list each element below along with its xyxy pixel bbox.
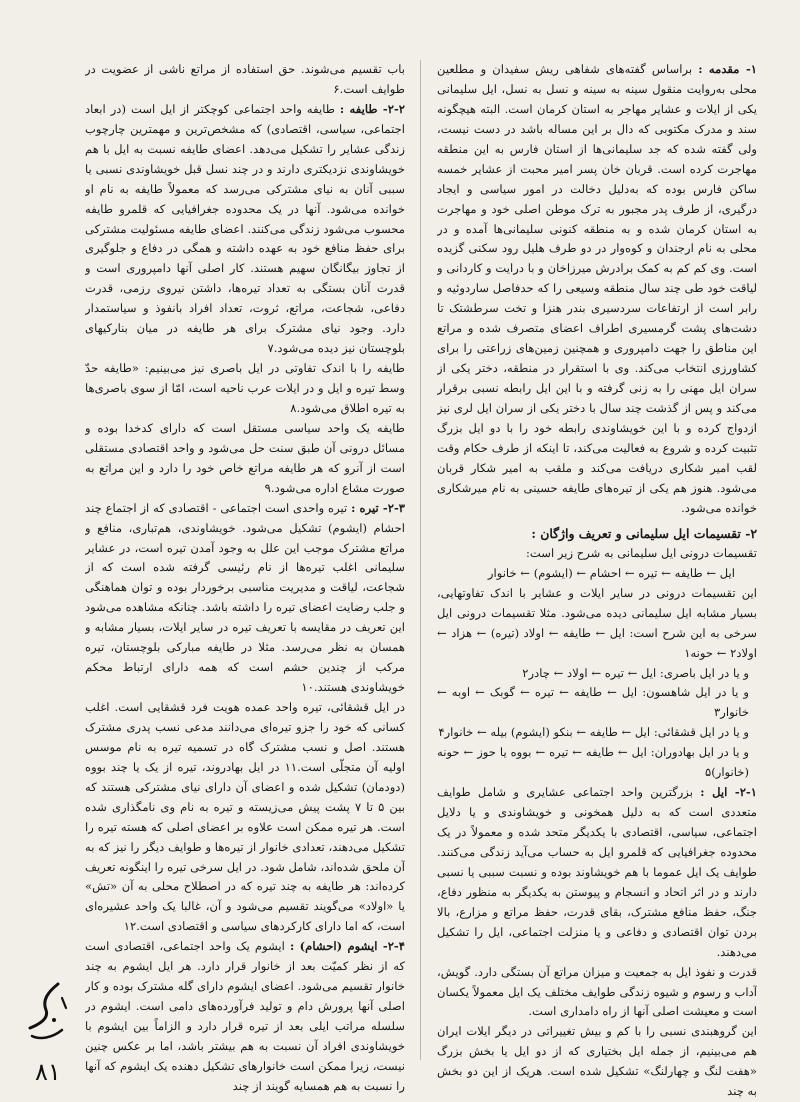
page-number: ۸۱: [35, 1058, 61, 1086]
example-qashqai: و یا در ایل قشقائی: ایل ← طایفه ← بنکو (ایشوم) بیله ← خانوار۴: [438, 725, 749, 740]
section-2-4-heading: ۲-۴- ایشوم (احشام) :: [289, 939, 405, 954]
intro-text: براساس گفته‌های شفاهی ریش سفیدان و مطلعین محلی به‌روایت منقول سینه به سینه و نسل به نسل، ایل سلیمانی یکی از ایلات و عشایر مهاجر به استان کرمان است. البته هیچگونه سند و مدرک مکتوبی که دال بر این مساله باشد در دست نیست، ولی گفته شده که جد سلیمانی‌ها از استان فارس به این منطقه مهاجرت کرده است. قربان خان پسر امیر محبت از عشایر خمسه ساکن فارس بوده که به‌دلیل دخالت در امور سیاسی و ایجاد درگیری، از طرف پدر مجبور به ترک موطن اصلی خود و مهاجرت به استان کرمان شده و به منطقه کنونی سلیمانی‌ها آمده و در محلی به نام ارجندان و کوه‌وار در دو طرف هلیل رود سکنی گزیده است. وی کم کم به کمک برادرش میرزاخان و با درایت و کاردانی و لیاقت خود طی چند سال منطقه وسیعی را که حدفاصل ساردوئیه و رابر است از ارتفاعات سردسیری بندر هنزا و تخت سرطشتک تا دشت‌های پشت گرمسیری اطراف اعضای متصرف شده و مراتع این مناطق را جهت دامپروری و همچنین زمین‌های زراعتی را برای کشاورزی انتخاب می‌کند. وی با استقرار در منطقه، دختر یکی از سران ایل مهنی را به زنی گرفته و با این ایل رابطه نسبی برقرار می‌کند و پس از گذشت چند سال با دختر یکی از سران ایل لری نیز ازدواج کرده و با این خویشاوندی رابطه خود را با دو ایل بزرگ تثبیت کرده و شروع به فعالیت می‌کند، تا اینکه از طرف حکام وقت لقب امیر شکاری دریافت می‌کند و ملقب به امیر شکار قربان می‌شود. هنوز هم یکی از تیره‌های طایفه حسینی به نام میرشکاری خوانده می‌شود.: [437, 62, 757, 515]
magazine-logo: [18, 978, 72, 1044]
section-2-1-paragraph: [437, 783, 757, 962]
right-column: [437, 60, 757, 1102]
example-shahsevan: و یا در ایل شاهسون: ایل ← طایفه ← تیره ← گوبک ← اوبه ← خانوار۳: [437, 685, 749, 720]
section-2-4-paragraph: [85, 937, 405, 1097]
section-2-2-heading: ۲-۲- طایفه :: [339, 101, 405, 116]
section-2-3-text-2: در ایل قشقائی، تیره واحد عمده هویت فرد قشقایی است. اغلب کسانی که خود را جزو تیره‌ای می‌دانند مدعی نسب پدری مشترک هستند. اصل و نسب مشترک گاه در تسمیه تیره به نام موسس اولیه آن متجلّی است.۱۱ در ایل بهادروند، تیره از یک یا چند بووه (دودمان) تشکیل شده و اعضای آن دارای نیای مشترکی هستند که بین ۵ تا ۷ پشت پیش می‌زیسته و تیره به نام وی نامگذاری شده است. هر تیره ممکن است علاوه بر اعضای اصلی که هسته تیره را تشکیل می‌دهند، تعدادی خانوار از تیره‌ها و طوایف دیگر را نیز که به آن ملحق شده‌اند، شامل شود. در ایل سرخی تیره را اینگونه تعریف کرده‌اند: هر طایفه به چند تیره که در اصطلاح محلی به آن «تش» یا «اولاد» می‌گویند تقسیم می‌شود و آن، غالبا یک واحد عشیره‌ای است، که اما دارای کارکردهای سیاسی و اقتصادی است.۱۲: [85, 700, 405, 934]
section-2-1-text-3: این گروهبندی نسبی را با کم و بیش تغییراتی در دیگر ایلات ایران هم می‌بینیم، از جمله ایل بختیاری که از دو ایل یا بخش بزرگ «هفت لنگ و چهارلنگ» تشکیل شده است. هریک از این دو بخش به چند: [437, 1024, 757, 1099]
column-divider: [420, 60, 421, 1060]
section-2-heading: ۲- تقسیمات ایل سلیمانی و تعریف واژگان :: [531, 525, 757, 541]
section-2-text: این تقسیمات درونی در سایر ایلات و عشایر با اندک تفاوتهایی، بسیار مشابه ایل سلیمانی دیده می‌شود. مثلا تقسیمات درونی ایل سرخی به این شرح است: ایل ← طایفه ← اولاد (تیره) ← هزاد ← اولاد۲ ← حونه۱: [437, 585, 757, 660]
hierarchy-main: ایل ← طایفه ← تیره ← احشام ← (ایشوم) ← خانوار: [487, 565, 735, 580]
continued-text: باب تقسیم می‌شوند. حق استفاده از مراتع ناشی از عضویت در طوایف است.۶: [85, 62, 405, 96]
section-2-4-text: ایشوم یک واحد اجتماعی، اقتصادی است که از نظر کمیّت بعد از خانوار قرار دارد. هر ایل ایشوم به چند خانوار تقسیم می‌شود. اعضای ایشوم دارای گله مشترک بوده و کار اصلی آنها پرورش دام و تولید فرآورده‌های دامی است. ایشوم در سلسله مراتب ایلی بعد از تیره قرار دارد و الزاماً بین ایشوم با خویشاوندی افراد آن نسبت به هم بیشتر باشد، اما بر عکس چنین نیست، زیرا ممکن است خانوارهای تشکیل دهنده یک ایشوم که آنها را نسبت به هم همسایه گویند از چند: [85, 939, 405, 1093]
section-2-3-paragraph: [85, 499, 405, 698]
example-bahadoran: و یا در ایل بهادوران: ایل ← طایفه ← تیره ← بووه یا حوز ← حونه (خانوار)۵: [437, 745, 749, 780]
section-2-1-heading: ۲-۱- ایل :: [700, 785, 757, 800]
section-2-2-paragraph: [85, 100, 405, 359]
section-2-3-heading: ۲-۳- تیره :: [351, 500, 405, 515]
section-2-1-text-2: قدرت و نفوذ ایل به جمعیت و میزان مراتع آن بستگی دارد. گویش، آداب و رسوم و شیوه زندگی طوایف مختلف یک ایل معمولاً یکسان است و معیشت اصلی آنها از راه دامداری است.: [437, 964, 757, 1019]
left-column: [85, 60, 405, 1097]
section-2-3-text: تیره واحدی است اجتماعی - اقتصادی که از اجتماع چند احشام (ایشوم) تشکیل می‌شود. خویشاوندی، هم‌تباری، منافع و مراتع مشترک موجب این علل به وجود آمدن تیره است، در عشایر سلیمانی اغلب تیره‌ها از نام رئیسی گرفته شده است که از شجاعت، لیاقت و مدیریت مناسبی برخوردار بوده و توان هماهنگی و جلب رضایت اعضای تیره را داشته باشد. چنانکه مشاهده می‌شود این تعریف در مقایسه با تعریف تیره در سایر ایلات، بسیار مشابه و همسان به نظر می‌رسد. مثلا در طایفه مبارکی بلوچستان، تیره مرکب از چندین حشم است که همه دارای ارتباط محکم خویشاوندی هستند.۱۰: [85, 500, 405, 695]
intro-heading: ۱- مقدمه :: [698, 62, 757, 76]
intro-paragraph: [437, 60, 757, 519]
section-2-1-text: بزرگترین واحد اجتماعی عشایری و شامل طوایف متعددی است که به دلیل همخونی و خویشاوندی و یا دلایل اجتماعی، سیاسی، اقتصادی با یکدیگر متحد شده و معمولاً در یک محدوده جغرافیایی که قلمرو ایل به حساب می‌آید زندگی می‌کنند. طوایف یک ایل عموما با هم خویشاوند بوده و نسبت سببی یا نسبی دارند و در اثر اتحاد و انسجام و پیوستن به یکدیگر به منظور دفاع، جنگ، حفظ منافع مشترک، بقای قدرت، حفظ مراتع و مزارع، بالا بردن توان اقتصادی و دفاعی و یا منزلت اجتماعی، ایل را تشکیل می‌دهند.: [437, 785, 757, 959]
section-2-2-text-2: طایفه را با اندک تفاوتی در ایل باصری نیز می‌بینیم: «طایفه حدّ وسط تیره و ایل و در ایلات عرب ناحیه است، امّا از سوی باصری‌ها به تیره اطلاق می‌شود.۸: [85, 361, 405, 415]
example-basseri: و یا در ایل باصری: ایل ← تیره ← اولاد ← چادر۲: [522, 665, 749, 680]
section-2-2-text-3: طایفه یک واحد سیاسی مستقل است که دارای کدخدا بوده و مسائل درونی آن طبق سنت حل می‌شود و واحد اقتصادی مستقلی است از آنرو که هر طایفه مراتع خاص خود را دارد و این مراتع به صورت مشاع اداره می‌شود.۹: [85, 420, 405, 495]
section-2-intro: تقسیمات درونی ایل سلیمانی به شرح زیر است:: [525, 545, 757, 560]
section-2-2-text: طایفه واحد اجتماعی کوچکتر از ایل است (در ابعاد اجتماعی، سیاسی، اقتصادی) که مشخص‌ترین و مهمترین چارچوب زندگی عشایر را تشکیل می‌دهد. اعضای طایفه نسبت به ایل با هم خویشاوندی نزدیکتری دارند و در چند نسل قبل خویشاوندی نسبی یا سببی آنان به نیای مشترکی می‌رسد که معمولاً طایفه به نام او خوانده می‌شود. آنها در یک محدوده جغرافیایی که قلمرو طایفه محسوب می‌شود زندگی می‌کنند. اعضای طایفه مسئولیت مشترکی برای حفظ منافع خود به عهده داشته و همگی در دفاع و جلوگیری از تجاوز بیگانگان سهیم هستند. کار اصلی آنها دامپروری است و قدرت آنان بستگی به تعداد تیره‌ها، داشتن نیروی رزمی، قدرت دفاعی، شجاعت، مراتع، ثروت، تعداد افراد بانفوذ و سیاستمدار دارد. وجود نیای مشترک برای هر طایفه در میان بنارکیهای بلوچستان نیز دیده می‌شود.۷: [85, 101, 405, 356]
